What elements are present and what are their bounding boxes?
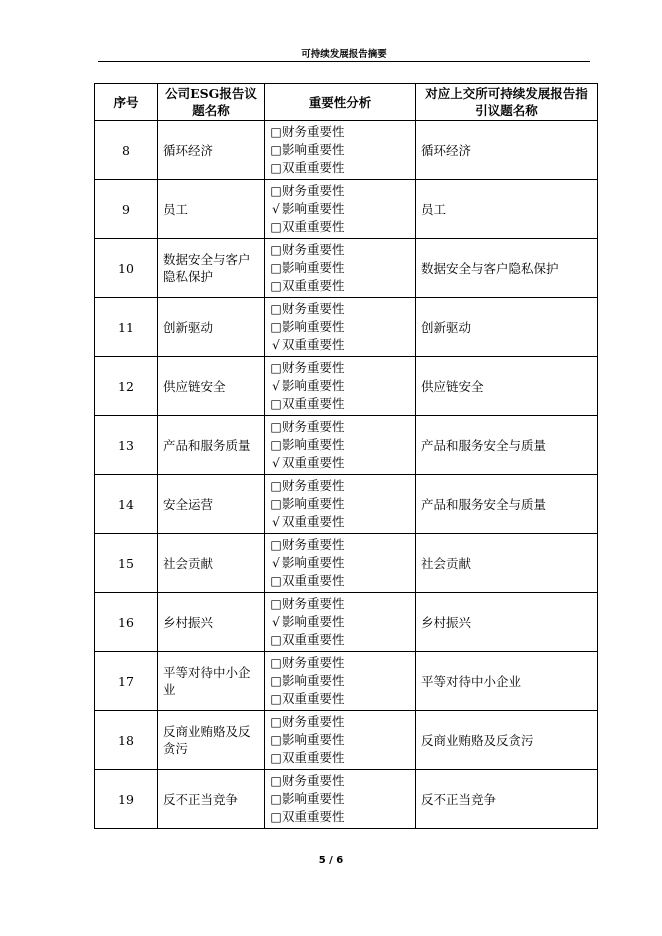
materiality-option-label: 双重重要性: [282, 160, 345, 175]
materiality-option-label: 财务重要性: [282, 301, 345, 316]
row-number: 16: [95, 593, 158, 652]
checkbox-empty-icon: □: [270, 161, 282, 175]
materiality-options: [265, 121, 416, 180]
materiality-option-label: 影响重要性: [282, 673, 345, 688]
sse-topic: 创新驱动: [416, 298, 598, 357]
materiality-option: [270, 336, 410, 354]
materiality-option-label: 影响重要性: [282, 437, 345, 452]
sse-topic: 员工: [416, 180, 598, 239]
materiality-options: [265, 357, 416, 416]
table-row: [95, 475, 598, 534]
materiality-option: [270, 395, 410, 413]
materiality-option-label: 财务重要性: [282, 714, 345, 729]
company-topic: 平等对待中小企业: [158, 652, 265, 711]
materiality-option: [270, 749, 410, 767]
row-number: 8: [95, 121, 158, 180]
checkmark-icon: √: [272, 379, 280, 393]
materiality-option-label: 双重重要性: [282, 219, 345, 234]
materiality-option-label: 双重重要性: [282, 514, 345, 529]
table-row: [95, 239, 598, 298]
checkbox-empty-icon: □: [270, 125, 282, 139]
page-number: 5 / 6: [318, 855, 344, 866]
table-row: [95, 593, 598, 652]
materiality-option: [270, 536, 410, 554]
materiality-option-label: 财务重要性: [282, 655, 345, 670]
materiality-option-label: 财务重要性: [282, 537, 345, 552]
materiality-option-label: 双重重要性: [282, 750, 345, 765]
materiality-options: [265, 770, 416, 829]
company-topic: 供应链安全: [158, 357, 265, 416]
checkbox-empty-icon: □: [270, 792, 282, 806]
materiality-options: [265, 475, 416, 534]
checkbox-empty-icon: □: [270, 397, 282, 411]
materiality-option-label: 影响重要性: [282, 142, 345, 157]
materiality-option: [270, 713, 410, 731]
materiality-option: [270, 436, 410, 454]
header-sse-topic: 对应上交所可持续发展报告指引议题名称: [416, 84, 598, 121]
materiality-option: [270, 218, 410, 236]
materiality-option-label: 财务重要性: [282, 124, 345, 139]
checkmark-icon: √: [272, 456, 280, 470]
header-materiality: 重要性分析: [265, 84, 416, 121]
materiality-option: [270, 418, 410, 436]
materiality-option-label: 双重重要性: [282, 809, 345, 824]
materiality-option: [270, 241, 410, 259]
checkbox-empty-icon: □: [270, 597, 282, 611]
materiality-option: [270, 495, 410, 513]
materiality-options: [265, 711, 416, 770]
materiality-option-label: 影响重要性: [282, 555, 345, 570]
checkbox-empty-icon: □: [270, 320, 282, 334]
header-no: 序号: [95, 84, 158, 121]
row-number: 12: [95, 357, 158, 416]
company-topic: 员工: [158, 180, 265, 239]
checkbox-empty-icon: □: [270, 220, 282, 234]
materiality-option: [270, 300, 410, 318]
materiality-option: [270, 259, 410, 277]
materiality-option-label: 财务重要性: [282, 478, 345, 493]
materiality-option: [270, 454, 410, 472]
materiality-option-label: 财务重要性: [282, 596, 345, 611]
sse-topic: 乡村振兴: [416, 593, 598, 652]
checkbox-empty-icon: □: [270, 774, 282, 788]
sse-topic: 社会贡献: [416, 534, 598, 593]
materiality-option-label: 双重重要性: [282, 455, 345, 470]
materiality-option: [270, 377, 410, 395]
row-number: 14: [95, 475, 158, 534]
materiality-options: [265, 652, 416, 711]
checkbox-empty-icon: □: [270, 692, 282, 706]
materiality-option: [270, 572, 410, 590]
checkbox-empty-icon: □: [270, 715, 282, 729]
materiality-option: [270, 554, 410, 572]
materiality-option: [270, 200, 410, 218]
row-number: 15: [95, 534, 158, 593]
materiality-option-label: 双重重要性: [282, 691, 345, 706]
checkbox-empty-icon: □: [270, 184, 282, 198]
company-topic: 反商业贿赂及反贪污: [158, 711, 265, 770]
materiality-options: [265, 298, 416, 357]
checkmark-icon: √: [272, 556, 280, 570]
company-topic: 反不正当竞争: [158, 770, 265, 829]
row-number: 13: [95, 416, 158, 475]
row-number: 10: [95, 239, 158, 298]
table-row: [95, 298, 598, 357]
checkmark-icon: √: [272, 338, 280, 352]
sse-topic: 数据安全与客户隐私保护: [416, 239, 598, 298]
materiality-option-label: 影响重要性: [282, 378, 345, 393]
checkbox-empty-icon: □: [270, 574, 282, 588]
materiality-option: [270, 513, 410, 531]
checkbox-empty-icon: □: [270, 143, 282, 157]
materiality-option-label: 影响重要性: [282, 496, 345, 511]
row-number: 9: [95, 180, 158, 239]
table-header-row: [95, 84, 598, 121]
company-topic: 数据安全与客户隐私保护: [158, 239, 265, 298]
checkmark-icon: √: [272, 515, 280, 529]
row-number: 11: [95, 298, 158, 357]
materiality-option: [270, 672, 410, 690]
materiality-option-label: 影响重要性: [282, 614, 345, 629]
company-topic: 社会贡献: [158, 534, 265, 593]
page-header-title: 可持续发展报告摘要: [301, 49, 387, 60]
materiality-option-label: 双重重要性: [282, 396, 345, 411]
materiality-option: [270, 277, 410, 295]
checkbox-empty-icon: □: [270, 538, 282, 552]
checkbox-empty-icon: □: [270, 261, 282, 275]
materiality-option: [270, 182, 410, 200]
table-row: [95, 180, 598, 239]
row-number: 17: [95, 652, 158, 711]
header-divider: [98, 61, 590, 62]
materiality-option: [270, 613, 410, 631]
company-topic: 循环经济: [158, 121, 265, 180]
materiality-option-label: 影响重要性: [282, 791, 345, 806]
checkbox-empty-icon: □: [270, 438, 282, 452]
materiality-option-label: 影响重要性: [282, 319, 345, 334]
sse-topic: 平等对待中小企业: [416, 652, 598, 711]
sse-topic: 循环经济: [416, 121, 598, 180]
checkbox-empty-icon: □: [270, 279, 282, 293]
table-row: [95, 121, 598, 180]
company-topic: 乡村振兴: [158, 593, 265, 652]
materiality-option: [270, 477, 410, 495]
materiality-option-label: 财务重要性: [282, 183, 345, 198]
checkbox-empty-icon: □: [270, 656, 282, 670]
materiality-option: [270, 690, 410, 708]
sse-topic: 产品和服务安全与质量: [416, 416, 598, 475]
table-row: [95, 770, 598, 829]
materiality-option: [270, 359, 410, 377]
materiality-option-label: 财务重要性: [282, 360, 345, 375]
materiality-option-label: 影响重要性: [282, 260, 345, 275]
materiality-option-label: 双重重要性: [282, 632, 345, 647]
row-number: 18: [95, 711, 158, 770]
materiality-option: [270, 790, 410, 808]
checkbox-empty-icon: □: [270, 420, 282, 434]
table-row: [95, 416, 598, 475]
materiality-options: [265, 534, 416, 593]
table-row: [95, 357, 598, 416]
checkmark-icon: √: [272, 202, 280, 216]
sse-topic: 供应链安全: [416, 357, 598, 416]
sse-topic: 产品和服务安全与质量: [416, 475, 598, 534]
materiality-options: [265, 180, 416, 239]
esg-topics-table: [94, 83, 598, 829]
checkbox-empty-icon: □: [270, 633, 282, 647]
company-topic: 创新驱动: [158, 298, 265, 357]
materiality-option: [270, 159, 410, 177]
sse-topic: 反不正当竞争: [416, 770, 598, 829]
materiality-options: [265, 239, 416, 298]
checkbox-empty-icon: □: [270, 674, 282, 688]
checkmark-icon: √: [272, 615, 280, 629]
checkbox-empty-icon: □: [270, 361, 282, 375]
materiality-option: [270, 654, 410, 672]
table-row: [95, 534, 598, 593]
table-row: [95, 652, 598, 711]
checkbox-empty-icon: □: [270, 497, 282, 511]
materiality-option-label: 双重重要性: [282, 573, 345, 588]
materiality-option: [270, 141, 410, 159]
materiality-options: [265, 593, 416, 652]
materiality-option: [270, 631, 410, 649]
table-body: [95, 121, 598, 829]
materiality-option-label: 财务重要性: [282, 419, 345, 434]
materiality-option: [270, 595, 410, 613]
materiality-option: [270, 772, 410, 790]
materiality-option-label: 财务重要性: [282, 242, 345, 257]
materiality-option-label: 影响重要性: [282, 201, 345, 216]
materiality-options: [265, 416, 416, 475]
checkbox-empty-icon: □: [270, 479, 282, 493]
checkbox-empty-icon: □: [270, 733, 282, 747]
materiality-option: [270, 318, 410, 336]
materiality-option-label: 双重重要性: [282, 337, 345, 352]
materiality-option-label: 影响重要性: [282, 732, 345, 747]
table-row: [95, 711, 598, 770]
company-topic: 产品和服务质量: [158, 416, 265, 475]
company-topic: 安全运营: [158, 475, 265, 534]
materiality-option: [270, 808, 410, 826]
checkbox-empty-icon: □: [270, 751, 282, 765]
header-company-topic: 公司ESG报告议题名称: [158, 84, 265, 121]
materiality-option: [270, 123, 410, 141]
sse-topic: 反商业贿赂及反贪污: [416, 711, 598, 770]
materiality-option-label: 双重重要性: [282, 278, 345, 293]
materiality-option: [270, 731, 410, 749]
checkbox-empty-icon: □: [270, 810, 282, 824]
checkbox-empty-icon: □: [270, 243, 282, 257]
materiality-option-label: 财务重要性: [282, 773, 345, 788]
row-number: 19: [95, 770, 158, 829]
checkbox-empty-icon: □: [270, 302, 282, 316]
